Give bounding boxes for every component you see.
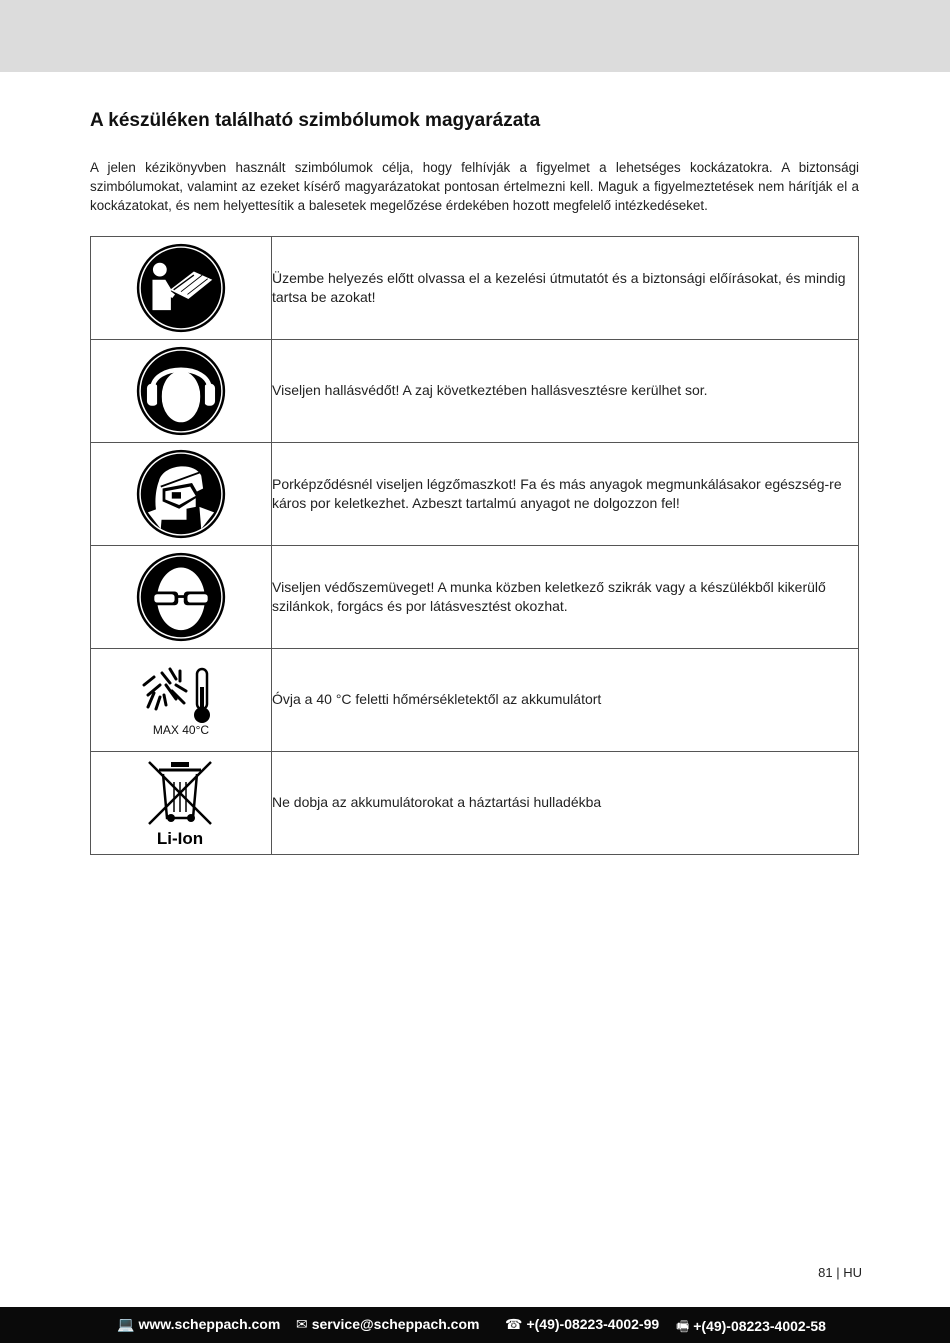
- temperature-icon: [136, 663, 226, 725]
- icon-cell: [91, 546, 272, 649]
- symbol-description: Óvja a 40 °C feletti hőmérsékletektől az akkumulátort: [272, 649, 859, 752]
- page-number: 81 | HU: [818, 1265, 862, 1280]
- fax-icon: 🖷: [676, 1318, 690, 1334]
- symbols-table: [90, 236, 859, 855]
- safety-goggles-icon: [135, 551, 227, 643]
- table-row: [91, 649, 859, 752]
- monitor-icon: 💻: [117, 1316, 135, 1332]
- envelope-icon: ✉: [296, 1316, 308, 1332]
- icon-cell: [91, 649, 272, 752]
- symbol-description: Üzembe helyezés előtt olvassa el a kezelési útmutatót és a biztonsági előírásokat, és mindig tartsa be azokat!: [272, 237, 859, 340]
- icon-cell: [91, 443, 272, 546]
- table-row: [91, 752, 859, 855]
- footer-email[interactable]: ✉ service@scheppach.com: [296, 1316, 480, 1332]
- respirator-mask-icon: [135, 448, 227, 540]
- intro-paragraph: A jelen kézikönyvben használt szimbólumok célja, hogy felhívják a figyelmet a lehetséges kockázatokra. A biztonsági szimbólumokat, valamint az ezeket kísérő magyarázatokat pontosan értelmezni kell. Maguk a figyelmeztetések nem hárítják el a kockázatokat, és nem helyettesítik a balesetek megelőzése érdekében hozott megfelelő intézkedéseket.: [90, 160, 859, 213]
- footer-fax: 🖷 +(49)-08223-4002-58: [676, 1318, 826, 1334]
- footer-phone: ☎ +(49)-08223-4002-99: [505, 1316, 660, 1332]
- footer-bar: [0, 1307, 950, 1343]
- crossed-bin-icon: [141, 758, 221, 848]
- table-row: [91, 237, 859, 340]
- max-temperature-label: MAX 40°C: [152, 723, 210, 737]
- symbol-description: Viseljen védőszemüveget! A munka közben keletkező szikrák vagy a készülékből kikerülő szilánkok, forgács és por látásvesztést okozhat.: [272, 546, 859, 649]
- li-ion-label: Li-Ion: [156, 829, 204, 848]
- icon-cell: [91, 340, 272, 443]
- symbol-description: Viseljen hallásvédőt! A zaj következtében hallásvesztésre kerülhet sor.: [272, 340, 859, 443]
- telephone-icon: ☎: [505, 1316, 523, 1332]
- symbol-description: Ne dobja az akkumulátorokat a háztartási hulladékba: [272, 752, 859, 855]
- icon-cell: [91, 752, 272, 855]
- icon-cell: [91, 237, 272, 340]
- table-row: [91, 546, 859, 649]
- footer-website[interactable]: 💻 www.scheppach.com: [117, 1316, 281, 1332]
- table-row: [91, 340, 859, 443]
- ear-protection-icon: [135, 345, 227, 437]
- header-band: [0, 0, 950, 72]
- page-title: A készüléken található szimbólumok magyarázata: [90, 110, 541, 131]
- table-row: [91, 443, 859, 546]
- read-manual-icon: [135, 242, 227, 334]
- symbol-description: Porképződésnél viseljen légzőmaszkot! Fa és más anyagok megmunkálásakor egészség-re káros por keletkezhet. Azbeszt tartalmú anyagot ne dolgozzon fel!: [272, 443, 859, 546]
